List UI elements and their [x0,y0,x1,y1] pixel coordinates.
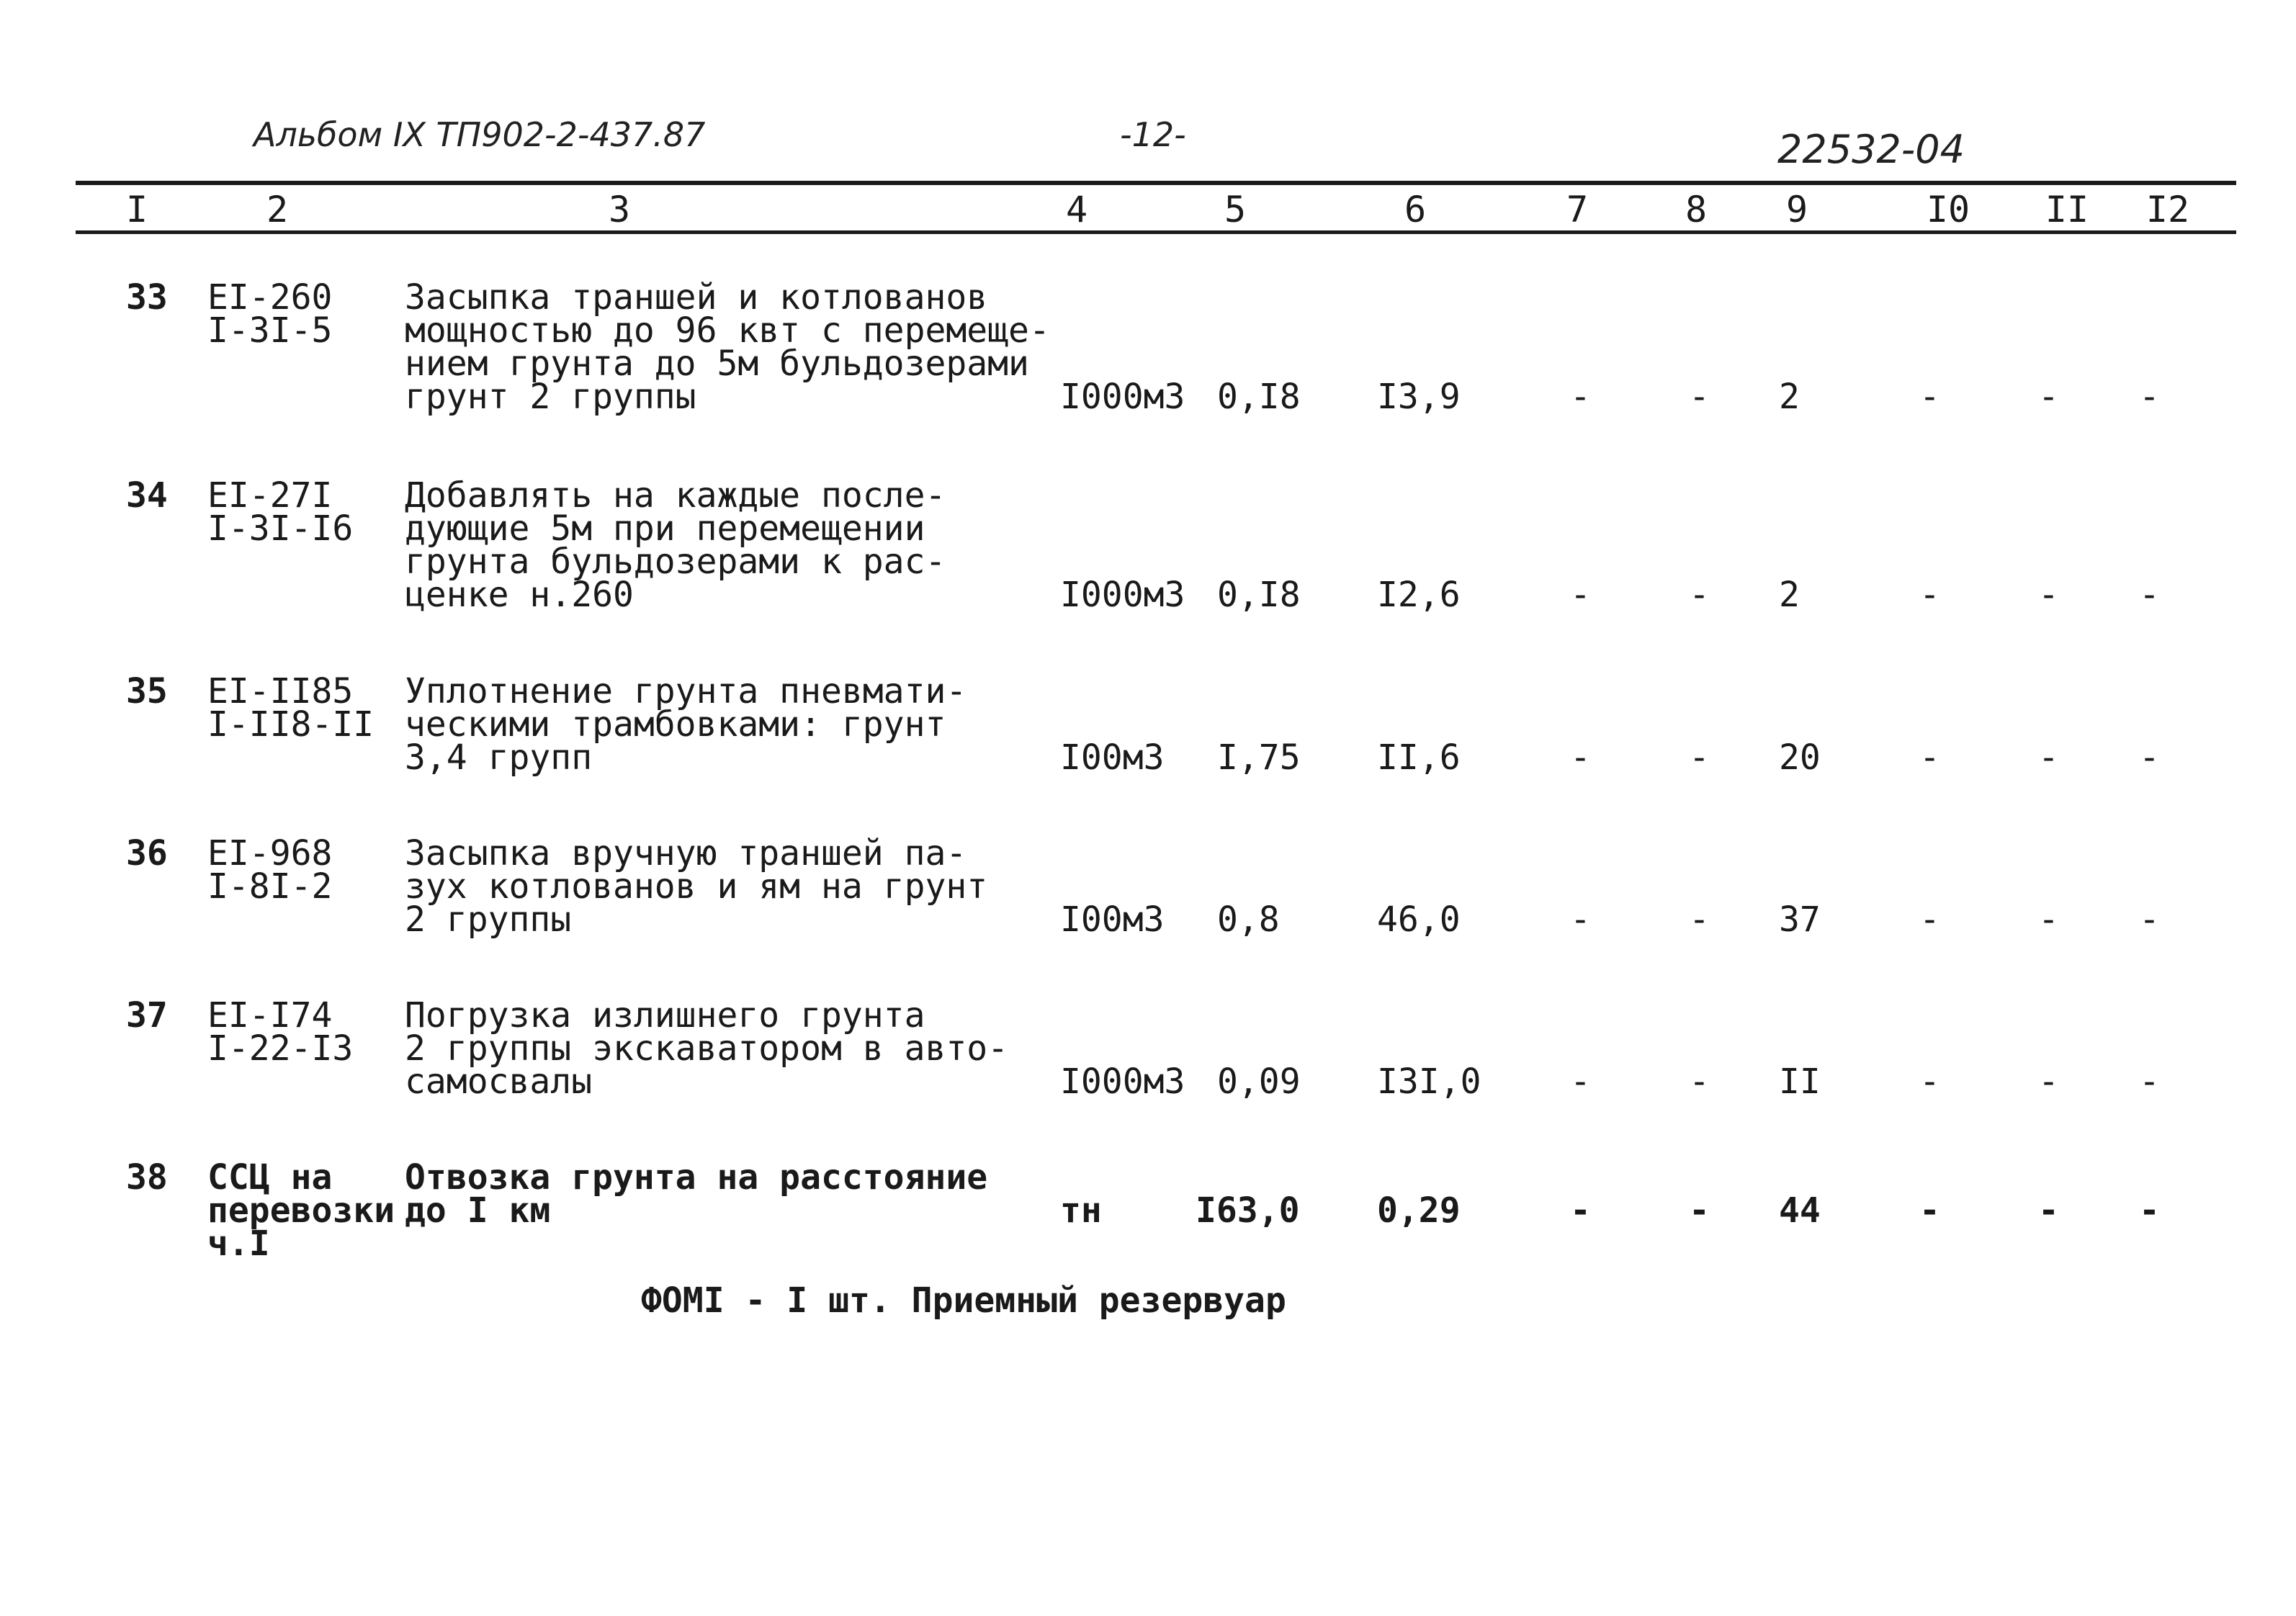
col12-value: - [2139,1061,2160,1102]
norm-code: EI-27I I-3I-I6 [207,475,354,549]
column-number-9: 9 [1785,189,1808,230]
norm-value: I3,9 [1377,377,1461,417]
header-rule-bottom [76,230,2236,234]
work-description: Добавлять на каждые после- дующие 5м при перемещении грунта бульдозерами к рас- ценке н.260 [405,475,946,615]
column-number-4: 4 [1065,189,1088,230]
col12-value: - [2139,377,2160,417]
col9-value: II [1779,1061,1821,1102]
column-number-3: 3 [608,189,631,230]
col12-value: - [2139,575,2160,615]
norm-value: I2,6 [1377,575,1461,615]
column-number-6: 6 [1404,189,1427,230]
column-number-10: I0 [1926,189,1970,230]
row-number: 33 [126,277,168,318]
col8-value: - [1689,1190,1710,1231]
row-number: 37 [126,995,168,1036]
col11-value: - [2038,899,2059,940]
quantity: 0,I8 [1217,377,1301,417]
row-number: 34 [126,475,168,516]
col9-value: 2 [1779,575,1800,615]
unit: I00м3 [1060,899,1165,940]
row-number: 35 [126,671,168,712]
quantity: I,75 [1217,737,1301,778]
col12-value: - [2139,737,2160,778]
album-reference: Альбом IX ТП902-2-437.87 [254,115,706,154]
column-number-1: I [125,189,148,230]
col8-value: - [1689,899,1710,940]
unit: I000м3 [1060,1061,1185,1102]
column-number-2: 2 [266,189,289,230]
col12-value: - [2139,1190,2160,1231]
work-description: Засыпка вручную траншей па- зух котлованов и ям на грунт 2 группы [405,833,988,940]
col11-value: - [2038,737,2059,778]
col10-value: - [1919,1061,1940,1102]
unit: тн [1060,1190,1102,1231]
col9-value: 37 [1779,899,1821,940]
row-number: 38 [126,1157,168,1198]
col7-value: - [1570,1190,1591,1231]
row-number: 36 [126,833,168,874]
column-number-12: I2 [2145,189,2190,230]
norm-value: I3I,0 [1377,1061,1481,1102]
col7-value: - [1570,1061,1591,1102]
norm-code: EI-II85 I-II8-II [207,671,375,745]
quantity: 0,8 [1217,899,1280,940]
col9-value: 44 [1779,1190,1821,1231]
col10-value: - [1919,737,1940,778]
col11-value: - [2038,1061,2059,1102]
col9-value: 2 [1779,377,1800,417]
work-description: Отвозка грунта на расстояние до I км [405,1157,988,1231]
norm-code: ССЦ на перевозки ч.I [207,1157,395,1264]
col8-value: - [1689,575,1710,615]
header-rule-top [76,181,2236,185]
unit: I00м3 [1060,737,1165,778]
col11-value: - [2038,377,2059,417]
col8-value: - [1689,737,1710,778]
work-description: Уплотнение грунта пневмати- ческими трамбовками: грунт 3,4 групп [405,671,967,778]
col10-value: - [1919,899,1940,940]
quantity: 0,I8 [1217,575,1301,615]
work-description: Засыпка траншей и котлованов мощностью до 96 квт с перемеще- нием грунта до 5м бульдозерами грунт 2 группы [405,277,1050,417]
document-code: 22532-04 [1777,127,1965,172]
column-number-8: 8 [1685,189,1708,230]
col11-value: - [2038,1190,2059,1231]
quantity: I63,0 [1196,1190,1300,1231]
col10-value: - [1919,1190,1940,1231]
col9-value: 20 [1779,737,1821,778]
col11-value: - [2038,575,2059,615]
norm-code: EI-260 I-3I-5 [207,277,333,351]
norm-value: 46,0 [1377,899,1461,940]
section-note: ФОМI - I шт. Приемный резервуар [641,1280,1286,1321]
unit: I000м3 [1060,377,1185,417]
col10-value: - [1919,377,1940,417]
column-number-7: 7 [1566,189,1589,230]
column-number-5: 5 [1224,189,1247,230]
col10-value: - [1919,575,1940,615]
quantity: 0,09 [1217,1061,1301,1102]
col7-value: - [1570,899,1591,940]
col12-value: - [2139,899,2160,940]
column-number-11: II [2045,189,2089,230]
work-description: Погрузка излишнего грунта 2 группы экскаватором в авто- самосвалы [405,995,1009,1102]
unit: I000м3 [1060,575,1185,615]
col7-value: - [1570,575,1591,615]
norm-code: EI-I74 I-22-I3 [207,995,354,1069]
norm-code: EI-968 I-8I-2 [207,833,333,907]
col8-value: - [1689,377,1710,417]
norm-value: II,6 [1377,737,1461,778]
norm-value: 0,29 [1377,1190,1461,1231]
col7-value: - [1570,737,1591,778]
col8-value: - [1689,1061,1710,1102]
col7-value: - [1570,377,1591,417]
page-number: -12- [1120,115,1186,154]
